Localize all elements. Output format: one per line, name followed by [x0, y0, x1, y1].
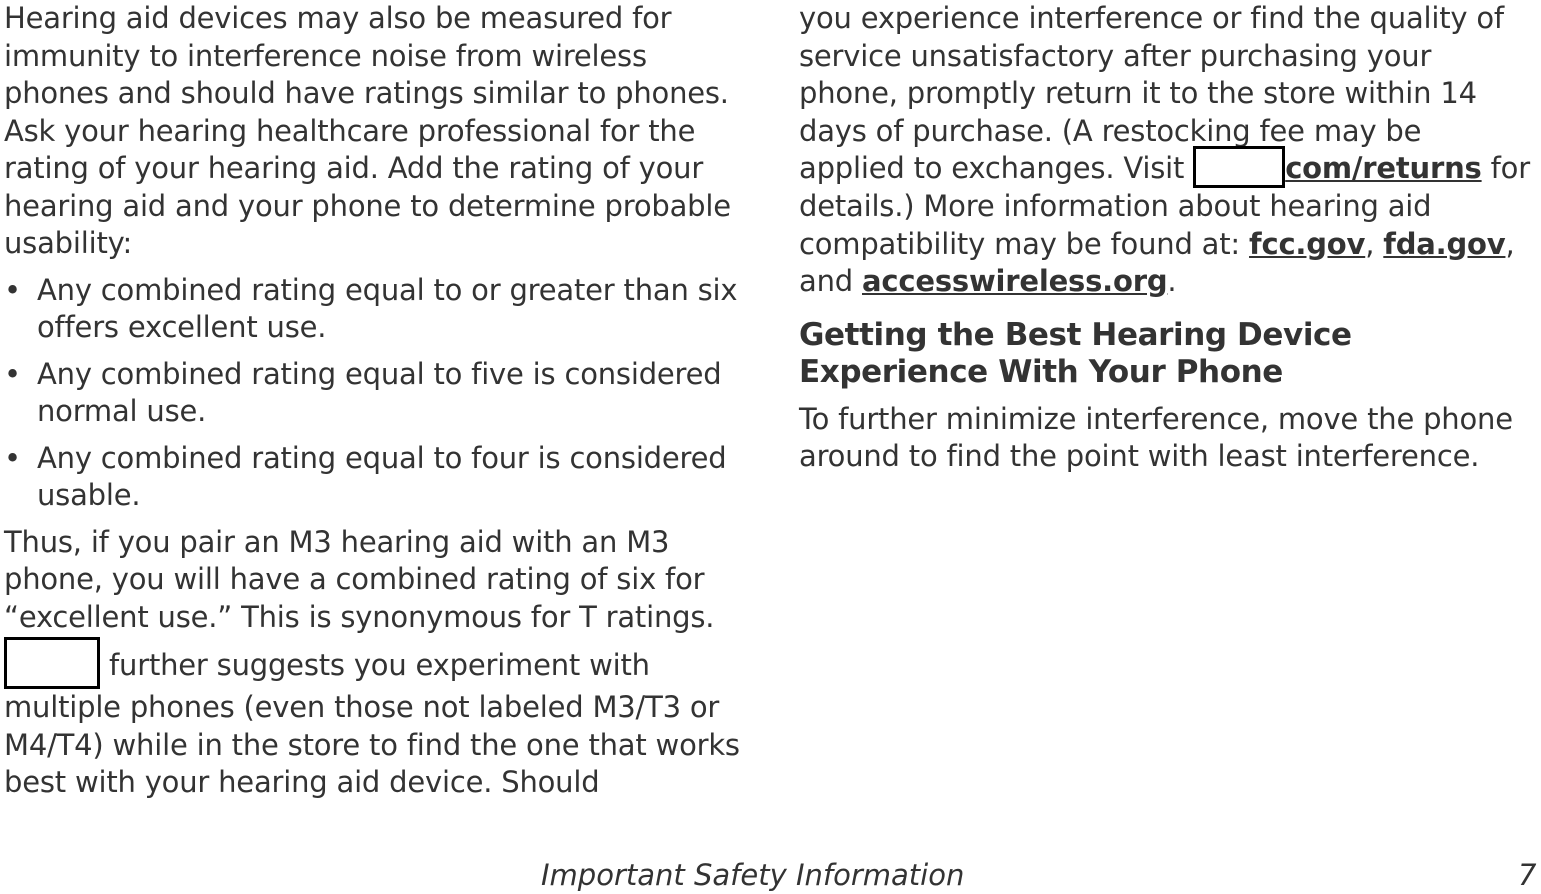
- list-item: [4, 356, 754, 431]
- fcc-link[interactable]: fcc.gov: [1249, 226, 1366, 261]
- comma-separator: ,: [1365, 226, 1375, 261]
- continued-paragraph-start: you experience interference or find the quality of service unsatisfactory after purchasing your phone, promptly return it to the store within 14 days of purchase. (A restocking fee may be applied to exchanges. Visit: [799, 1, 1504, 185]
- comma-and-separator: , and: [799, 226, 1515, 298]
- right-column: [799, 0, 1534, 476]
- fda-link[interactable]: fda.gov: [1383, 226, 1506, 261]
- suggest-paragraph: [4, 645, 754, 802]
- list-item-text: Any combined rating equal to or greater than six offers excellent use.: [37, 272, 738, 344]
- redacted-brand-box: [4, 637, 100, 689]
- suggest-paragraph-text: further suggests you experiment with multiple phones (even those not labeled M3/T3 or M4/T4) while in the store to find the one that works best with your hearing aid device. Should: [4, 648, 740, 799]
- returns-link[interactable]: com/returns: [1285, 151, 1482, 185]
- list-item: [4, 440, 754, 515]
- bullet-icon: •: [4, 356, 21, 391]
- list-item: [4, 272, 754, 347]
- bullet-icon: •: [4, 272, 21, 307]
- left-column: [4, 0, 754, 802]
- intro-paragraph: Hearing aid devices may also be measured for immunity to interference noise from wireless phones and should have ratings similar to phones. Ask your hearing healthcare professional for the rating of your hearing aid. Add the rating of your hearing aid and your phone to determine probable usability:: [4, 1, 731, 260]
- bullet-icon: •: [4, 440, 21, 475]
- sentence-period: .: [1167, 264, 1177, 298]
- continued-paragraph-middle: for details.) More information about hearing aid compatibility may be found at:: [799, 151, 1530, 261]
- usability-list: [4, 272, 754, 515]
- accesswireless-link[interactable]: accesswireless.org: [862, 264, 1168, 298]
- section-paragraph: To further minimize interference, move the phone around to find the point with least interference.: [799, 401, 1513, 473]
- page-number: 7: [1518, 858, 1537, 892]
- section-title: Getting the Best Hearing Device Experience With Your Phone: [799, 316, 1352, 390]
- redacted-domain-box: [1193, 146, 1285, 188]
- thus-paragraph: Thus, if you pair an M3 hearing aid with an M3 phone, you will have a combined rating of six for “excellent use.” This is synonymous for T ratings.: [4, 524, 715, 634]
- list-item-text: Any combined rating equal to four is considered usable.: [37, 440, 727, 512]
- continued-paragraph: [799, 0, 1534, 301]
- footer-title: Important Safety Information: [541, 858, 965, 892]
- list-item-text: Any combined rating equal to five is considered normal use.: [37, 356, 722, 428]
